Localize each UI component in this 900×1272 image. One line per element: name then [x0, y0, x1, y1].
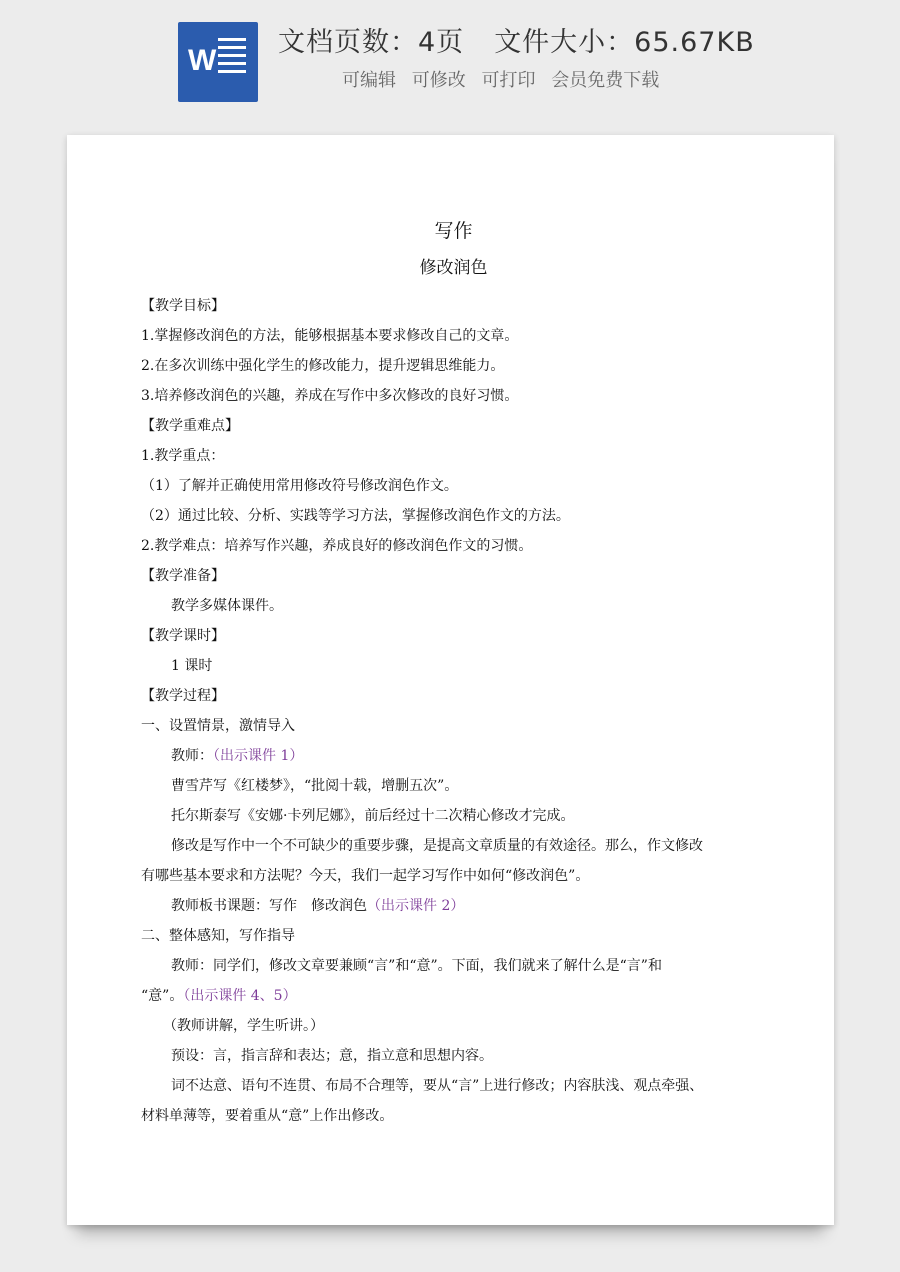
heading-process: 【教学过程】 — [141, 688, 225, 704]
hours-text: 1 课时 — [171, 658, 213, 674]
document-info-title — [278, 20, 755, 59]
doc-subtitle: 修改润色 — [419, 258, 488, 278]
file-size: 文件大小：65.67KB — [494, 27, 755, 58]
doc-title: 写作 — [434, 220, 473, 242]
feature-modifiable: 可修改 — [411, 70, 466, 91]
feature-member-download: 会员免费下载 — [551, 70, 660, 91]
feature-list — [342, 66, 669, 92]
difficulty: 2.教学难点：培养写作兴趣，养成良好的修改润色作文的习惯。 — [141, 538, 533, 554]
heading-goals: 【教学目标】 — [141, 298, 225, 314]
goal-2: 2.在多次训练中强化学生的修改能力，提升逻辑思维能力。 — [141, 358, 505, 374]
page-count: 文档页数：4页 — [278, 27, 465, 58]
section-1-board — [141, 891, 766, 921]
document-content — [141, 211, 766, 1131]
section-1-teacher — [141, 741, 766, 771]
feature-editable: 可编辑 — [342, 70, 396, 91]
heading-key-points: 【教学重难点】 — [141, 418, 239, 434]
section-2-para-3: 预设：言，指言辞和表达；意，指立意和思想内容。 — [171, 1048, 493, 1064]
section-2-para-1-line-2 — [141, 981, 766, 1011]
section-2-title: 二、整体感知，写作指导 — [141, 928, 295, 944]
yi-label: “意”。 — [141, 988, 184, 1004]
goal-3: 3.培养修改润色的兴趣，养成在写作中多次修改的良好习惯。 — [141, 388, 519, 404]
section-2-para-1-line-1: 教师：同学们，修改文章要兼顾“言”和“意”。下面，我们就来了解什么是“言”和 — [171, 958, 662, 974]
courseware-ref-2: （出示课件 2） — [367, 898, 465, 914]
key-point-2: （2）通过比较、分析、实践等学习方法，掌握修改润色作文的方法。 — [141, 508, 570, 524]
key-point-1: （1）了解并正确使用常用修改符号修改润色作文。 — [141, 478, 458, 494]
preparation-text: 教学多媒体课件。 — [171, 598, 283, 614]
word-document-icon: W — [178, 22, 258, 102]
heading-preparation: 【教学准备】 — [141, 568, 225, 584]
section-1-title: 一、设置情景，激情导入 — [141, 718, 295, 734]
section-1-para-3-line-1: 修改是写作中一个不可缺少的重要步骤，是提高文章质量的有效途径。那么，作文修改 — [171, 838, 703, 854]
feature-printable: 可打印 — [481, 70, 536, 91]
teacher-label: 教师： — [171, 748, 213, 764]
board-title: 教师板书课题：写作 修改润色 — [171, 898, 367, 914]
section-1-para-1: 曹雪芹写《红楼梦》，“批阅十载，增删五次”。 — [171, 778, 459, 794]
courseware-ref-1: （出示课件 1） — [213, 748, 304, 764]
key-points-title: 1.教学重点： — [141, 448, 225, 464]
download-header — [0, 0, 900, 130]
goal-1: 1.掌握修改润色的方法，能够根据基本要求修改自己的文章。 — [141, 328, 519, 344]
heading-hours: 【教学课时】 — [141, 628, 225, 644]
section-1-para-2: 托尔斯泰写《安娜·卡列尼娜》，前后经过十二次精心修改才完成。 — [171, 808, 575, 824]
courseware-ref-4-5: （出示课件 4、5） — [183, 988, 297, 1004]
section-2-para-2: （教师讲解，学生听讲。） — [163, 1018, 324, 1034]
section-2-para-4-line-2: 材料单薄等，要着重从“意”上作出修改。 — [141, 1108, 394, 1124]
section-1-para-3-line-2: 有哪些基本要求和方法呢？今天，我们一起学习写作中如何“修改润色”。 — [141, 868, 590, 884]
document-page — [67, 135, 834, 1225]
section-2-para-4-line-1: 词不达意、语句不连贯、布局不合理等，要从“言”上进行修改；内容肤浅、观点牵强、 — [171, 1078, 704, 1094]
